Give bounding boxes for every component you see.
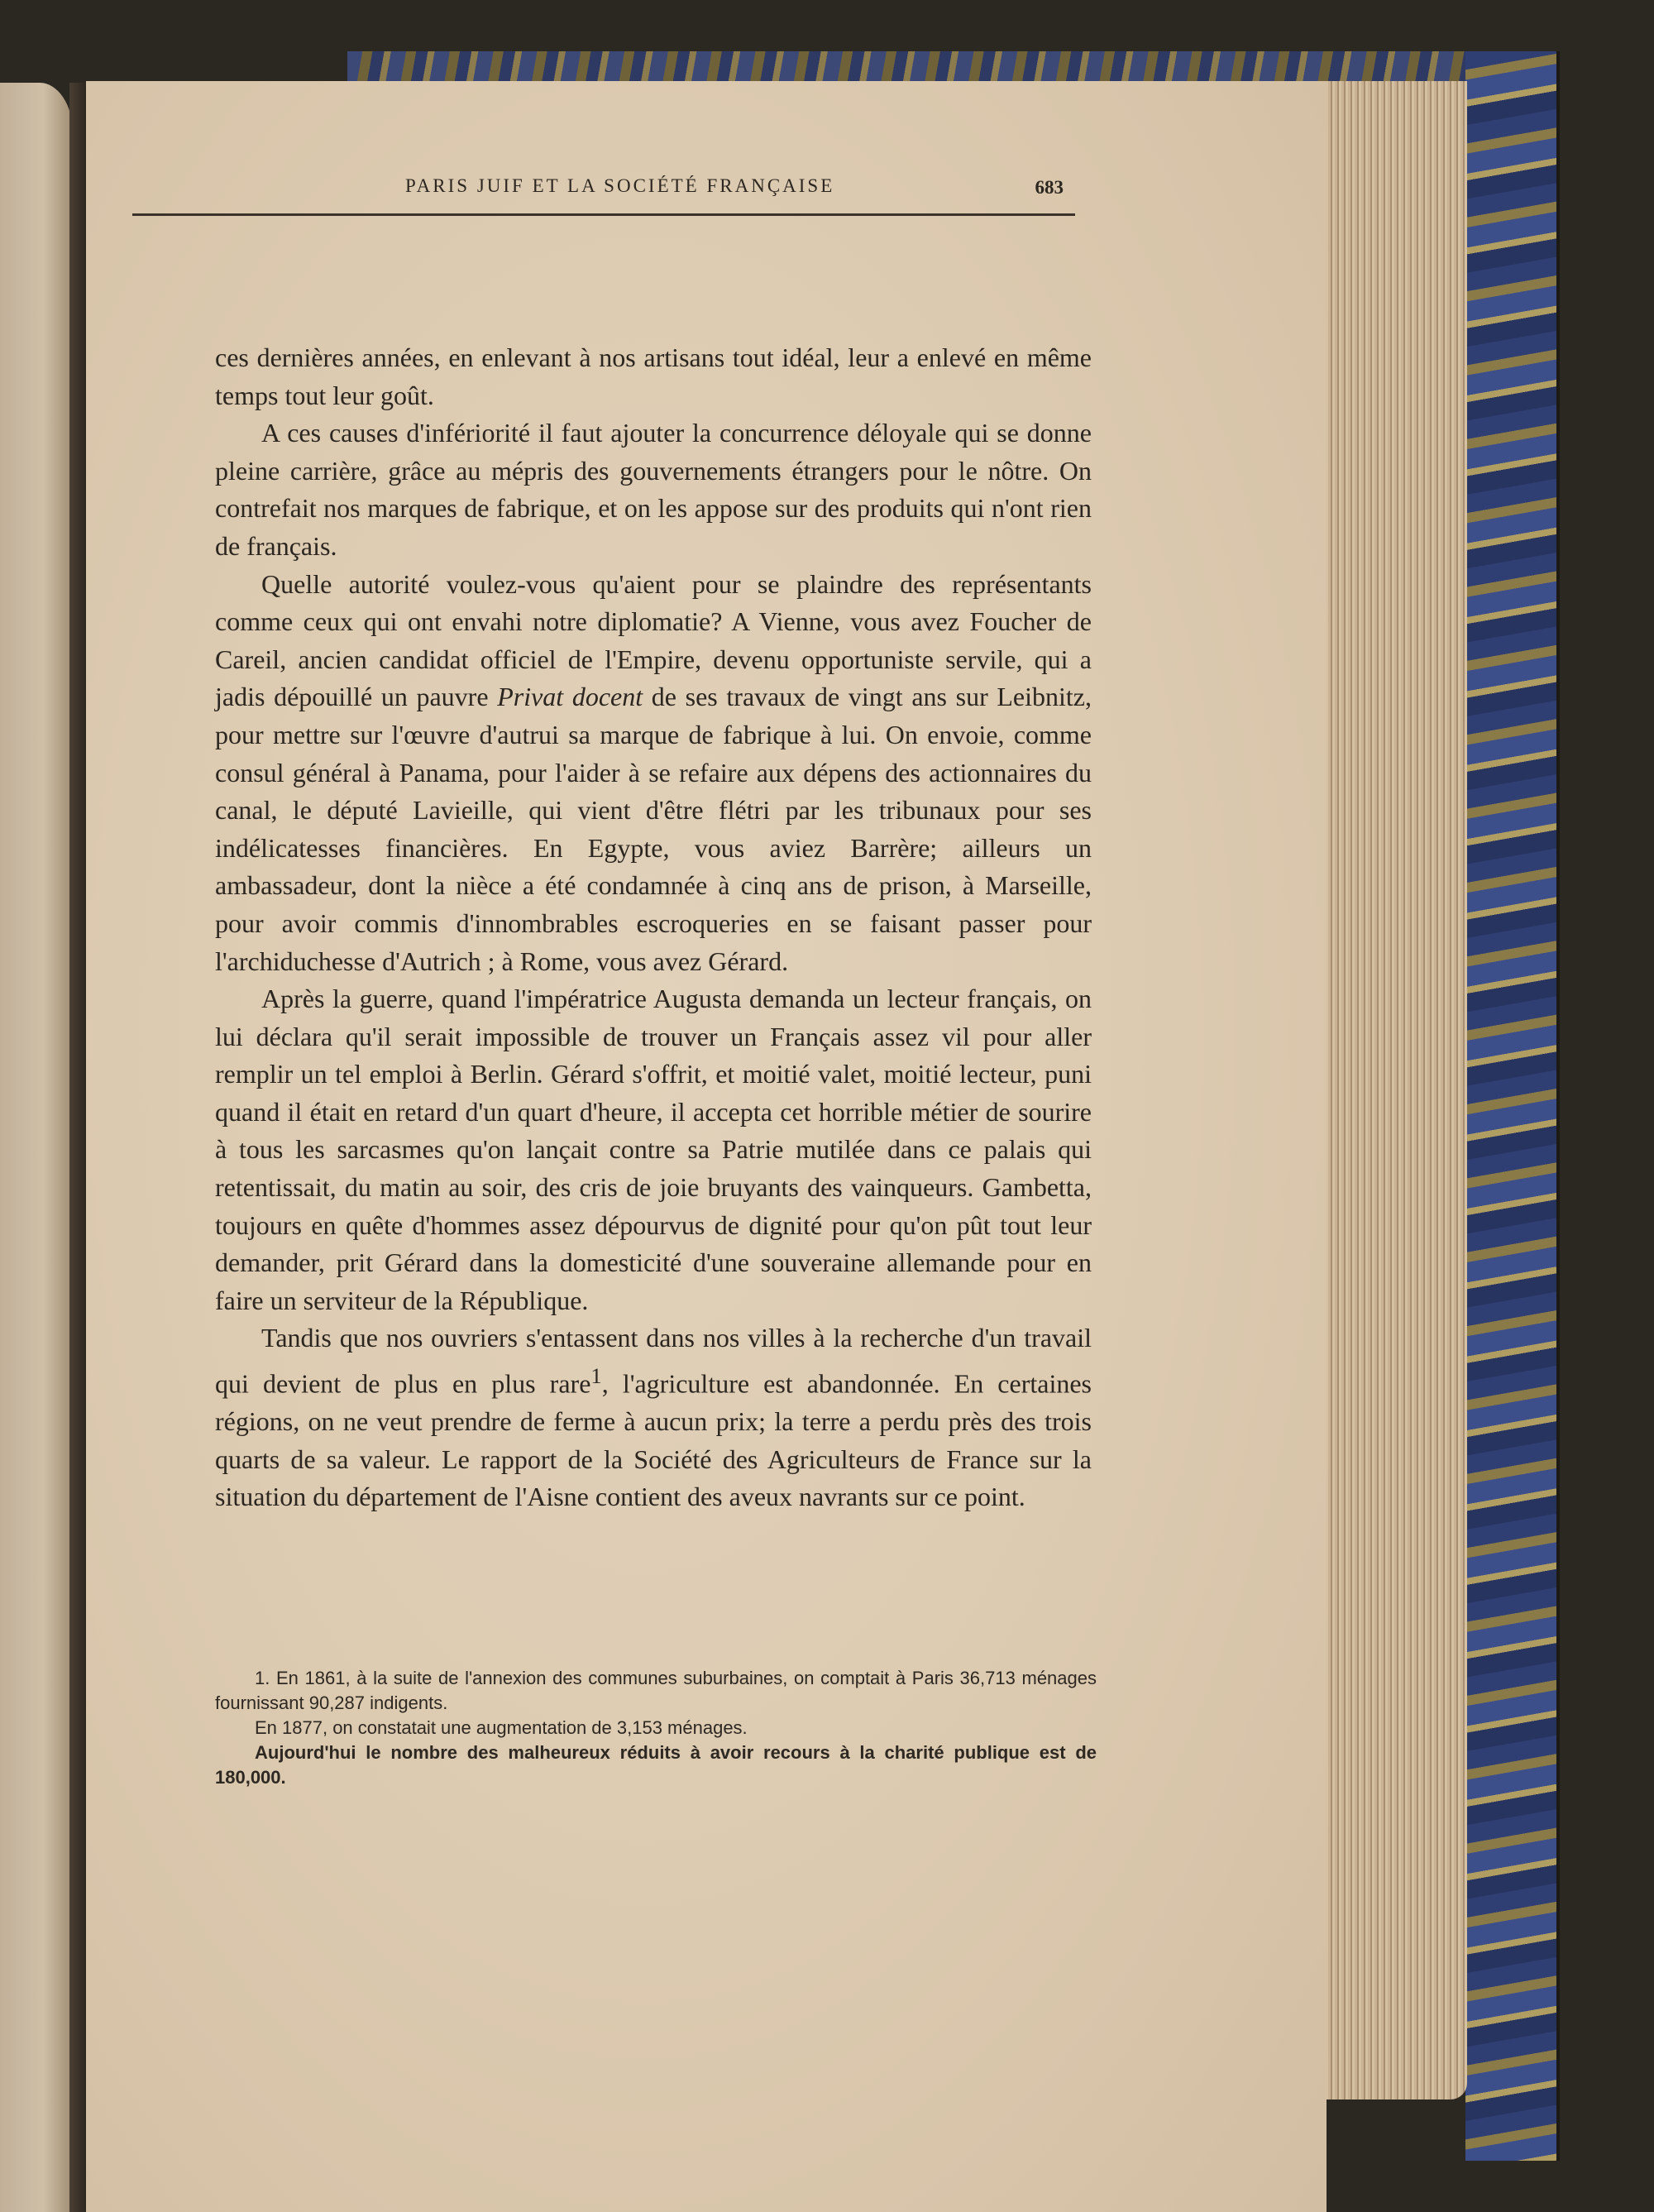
footnote: Aujourd'hui le nombre des malheureux réduits à avoir recours à la charité publique est de 180,000. [215, 1742, 1097, 1788]
page-number: 683 [1035, 177, 1064, 198]
footnote: 1. En 1861, à la suite de l'annexion des communes suburbaines, on comptait à Paris 36,713 ménages fournissant 90,287 indigents. [215, 1668, 1097, 1713]
italic-term: Privat docent [497, 682, 643, 712]
paragraph: A ces causes d'infériorité il faut ajouter la concurrence déloyale qui se donne pleine carrière, grâce au mépris des gouvernements étrangers pour le nôtre. On contrefait nos marques de fabrique, et on les appose sur des produits qui n'ont rien de français. [215, 418, 1092, 561]
footnote: En 1877, on constatait une augmentation de 3,153 ménages. [255, 1717, 748, 1738]
paragraph-text: de ses travaux de vingt ans sur Leibnitz, pour mettre sur l'œuvre d'autrui sa marque de fabrique à lui. On envoie, comme consul général à Panama, pour l'aider à se refaire aux dépens des actionnaires du canal, le député Lavieille, qui vient d'être flétri par les tribunaux pour ses indélicatesses financières. En Egypte, vous aviez Barrère; ailleurs un ambassadeur, dont la nièce a été condamnée à cinq ans de prison, à Marseille, pour avoir commis d'innombrables escroqueries en se faisant passer pour l'archiduchesse d'Autrich ; à Rome, vous avez Gérard. [215, 682, 1092, 976]
page-edges [1322, 81, 1467, 2099]
running-head [132, 175, 1075, 216]
footnote-marker: 1 [590, 1363, 602, 1389]
paragraph-text: , l'agriculture est abandonnée. En certaines régions, on ne veut prendre de ferme à aucun prix; la terre a perdu près des trois quarts de sa valeur. Le rapport de la Société des Agriculteurs de France sur la situation du département de l'Aisne contient des aveux navrants sur ce point. [215, 1368, 1092, 1512]
left-page-edge [0, 83, 73, 2212]
body-text [215, 339, 1092, 1516]
book-page [86, 81, 1327, 2212]
header-title: PARIS JUIF ET LA SOCIÉTÉ FRANÇAISE [405, 175, 835, 196]
book-cover-marbled-edge [1465, 51, 1560, 2161]
paragraph-text: Quelle autorité voulez-vous qu'aient pour se plaindre des représentants comme ceux qui ont envahi notre diplomatie? A Vienne, vous avez Foucher de Careil, ancien candidat officiel de l'Empire, devenu opportuniste servile, qui a jadis dépouillé un pauvre [215, 568, 1092, 712]
footnotes [215, 1666, 1097, 1790]
paragraph: ces dernières années, en enlevant à nos artisans tout idéal, leur a enlevé en même temps tout leur goût. [215, 342, 1092, 410]
paragraph [215, 566, 1092, 981]
paragraph: Après la guerre, quand l'impératrice Augusta demanda un lecteur français, on lui déclara qu'il serait impossible de trouver un Français assez vil pour aller remplir un tel emploi à Berlin. Gérard s'offrit, et moitié valet, moitié lecteur, puni quand il était en retard d'un quart d'heure, il accepta cet horrible métier de sourire à tous les sarcasmes qu'on lançait contre sa Patrie mutilée dans ce palais qui retentissait, du matin au soir, des cris de joie bruyants des vainqueurs. Gambetta, toujours en quête d'hommes assez dépourvus de dignité pour qu'on pût tout leur demander, prit Gérard dans la domesticité d'une souveraine allemande pour en faire un serviteur de la République. [215, 984, 1092, 1315]
paragraph [215, 1319, 1092, 1516]
paragraph-text: Tandis que nos ouvriers s'entassent dans nos villes à la recherche d'un travail qui devient de plus en plus rare [215, 1323, 1092, 1399]
